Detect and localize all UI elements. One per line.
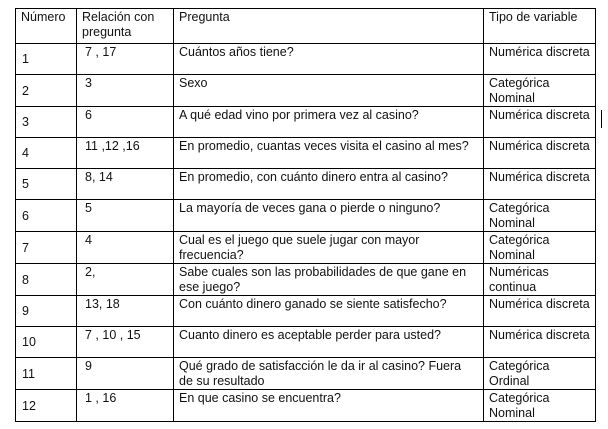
cell-numero: 12 [16,390,77,422]
cell-numero: 10 [16,327,77,358]
cell-relacion: 1 , 16 [77,390,174,422]
variables-table [15,8,596,422]
header-relacion: Relación con pregunta [77,9,174,44]
table-row [16,107,596,138]
cell-relacion: 4 [77,232,174,264]
cell-tipo: Numérica discreta [484,169,596,200]
cell-relacion: 8, 14 [77,169,174,200]
table-row [16,44,596,75]
cell-relacion: 13, 18 [77,296,174,327]
cell-pregunta: Sabe cuales son las probabilidades de que gane en ese juego? [174,264,484,296]
cell-tipo: Categórica Nominal [484,232,596,264]
cell-tipo: Numérica discreta [484,296,596,327]
cell-relacion: 7 , 10 , 15 [77,327,174,358]
cell-pregunta: Con cuánto dinero ganado se siente satisfecho? [174,296,484,327]
cell-relacion: 11 ,12 ,16 [77,138,174,169]
cell-numero: 5 [16,169,77,200]
table-row [16,200,596,232]
cell-pregunta: Qué grado de satisfacción le da ir al casino? Fuera de su resultado [174,358,484,390]
cell-tipo: Numérica discreta [484,44,596,75]
cell-tipo: Numérica discreta [484,138,596,169]
cell-tipo: Numérica discreta [484,107,596,138]
cell-tipo: Numéricas continua [484,264,596,296]
header-numero: Número [16,9,77,44]
cell-tipo: Categórica Nominal [484,390,596,422]
table-row [16,169,596,200]
cell-relacion: 6 [77,107,174,138]
cell-relacion: 2, [77,264,174,296]
cell-numero: 6 [16,200,77,232]
cell-relacion: 5 [77,200,174,232]
cell-pregunta: Cuántos años tiene? [174,44,484,75]
table-row [16,264,596,296]
cell-pregunta: En promedio, cuantas veces visita el casino al mes? [174,138,484,169]
header-tipo: Tipo de variable [484,9,596,44]
cell-pregunta: Sexo [174,75,484,107]
table-row [16,327,596,358]
cell-pregunta: Cual es el juego que suele jugar con mayor frecuencia? [174,232,484,264]
cell-tipo: Categórica Nominal [484,75,596,107]
cell-relacion: 9 [77,358,174,390]
text-cursor [601,110,602,128]
cell-numero: 9 [16,296,77,327]
cell-relacion: 7 , 17 [77,44,174,75]
cell-pregunta: La mayoría de veces gana o pierde o ninguno? [174,200,484,232]
cell-numero: 2 [16,75,77,107]
cell-numero: 7 [16,232,77,264]
cell-numero: 3 [16,107,77,138]
table-row [16,358,596,390]
cell-numero: 1 [16,44,77,75]
header-row [16,9,596,44]
header-pregunta: Pregunta [174,9,484,44]
table-row [16,390,596,422]
cell-relacion: 3 [77,75,174,107]
table-row [16,75,596,107]
cell-numero: 8 [16,264,77,296]
cell-tipo: Categórica Ordinal [484,358,596,390]
cell-pregunta: Cuanto dinero es aceptable perder para usted? [174,327,484,358]
table-row [16,138,596,169]
cell-numero: 11 [16,358,77,390]
table-row [16,296,596,327]
cell-numero: 4 [16,138,77,169]
cell-tipo: Numérica discreta [484,327,596,358]
cell-pregunta: En que casino se encuentra? [174,390,484,422]
cell-pregunta: A qué edad vino por primera vez al casino? [174,107,484,138]
cell-tipo: Categórica Nominal [484,200,596,232]
cell-pregunta: En promedio, con cuánto dinero entra al casino? [174,169,484,200]
table-row [16,232,596,264]
